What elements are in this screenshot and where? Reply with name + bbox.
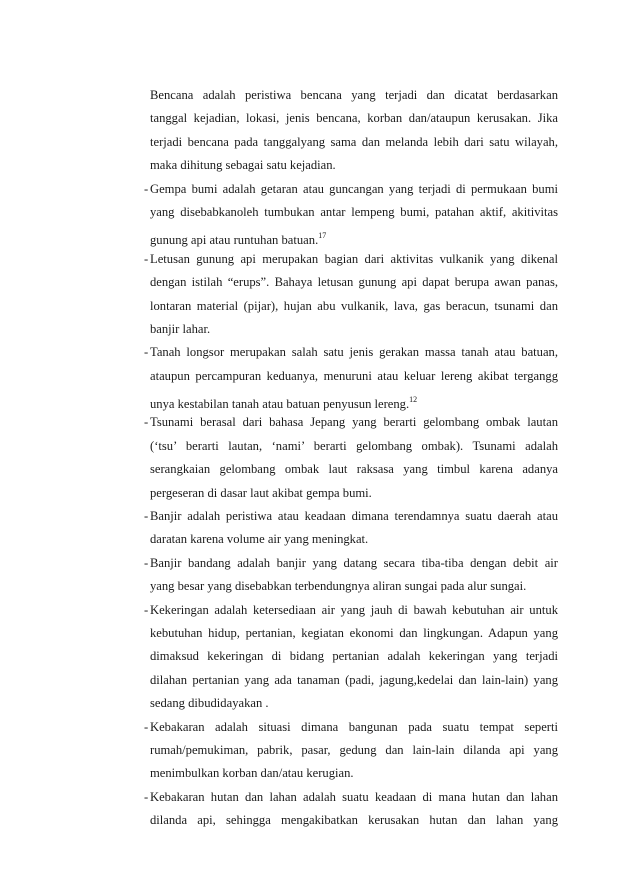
text-line xyxy=(118,458,558,481)
line-text: unya kestabilan tanah atau batuan penyusun lereng. xyxy=(150,397,410,412)
list-bullet: - xyxy=(144,251,149,266)
list-bullet: - xyxy=(144,509,149,524)
line-text: Gempa bumi adalah getaran atau guncangan yang terjadi di permukaan bumi xyxy=(150,181,558,196)
text-line xyxy=(118,739,558,762)
text-line xyxy=(118,505,558,528)
line-text: Banjir bandang adalah banjir yang datang secara tiba-tiba dengan debit air xyxy=(150,555,558,570)
line-text: Tsunami berasal dari bahasa Jepang yang berarti gelombang ombak lautan xyxy=(150,415,558,430)
text-line xyxy=(118,482,558,505)
text-line xyxy=(118,131,558,154)
text-line xyxy=(118,809,558,832)
line-text: terjadi bencana pada tanggalyang sama dan melanda lebih dari satu wilayah, xyxy=(150,134,558,149)
list-bullet: - xyxy=(144,555,149,570)
text-line xyxy=(118,107,558,130)
list-bullet: - xyxy=(144,789,149,804)
text-line xyxy=(118,341,558,364)
text-line xyxy=(118,528,558,551)
list-bullet: - xyxy=(144,345,149,360)
line-text: dengan istilah “erups”. Bahaya letusan gunung api dapat berupa awan panas, xyxy=(150,275,558,290)
line-text: dilahan pertanian yang ada tanaman (padi, jagung,kedelai dan lain-lain) yang xyxy=(150,672,558,687)
line-text: lontaran material (pijar), hujan abu vulkanik, lava, gas beracun, tsunami dan xyxy=(150,298,558,313)
line-text: Kebakaran hutan dan lahan adalah suatu keadaan di mana hutan dan lahan xyxy=(150,789,558,804)
text-line xyxy=(118,178,558,201)
text-line xyxy=(118,599,558,622)
text-line xyxy=(118,622,558,645)
text-line xyxy=(118,669,558,692)
line-text: kebutuhan hidup, pertanian, kegiatan ekonomi dan lingkungan. Adapun yang xyxy=(150,625,558,640)
body-text xyxy=(118,84,558,833)
text-line xyxy=(118,318,558,341)
line-text: menimbulkan korban dan/atau kerugian. xyxy=(150,766,354,781)
text-line xyxy=(118,388,558,411)
line-text: yang disebabkanoleh tumbukan antar lempeng bumi, patahan aktif, akitivitas xyxy=(150,204,558,219)
text-line xyxy=(118,224,558,247)
line-text: Banjir adalah peristiwa atau keadaan dimana terendamnya suatu daerah atau xyxy=(150,509,558,524)
text-line xyxy=(118,154,558,177)
line-text: pergeseran di dasar laut akibat gempa bumi. xyxy=(150,485,372,500)
list-bullet: - xyxy=(144,602,149,617)
line-text: maka dihitung sebagai satu kejadian. xyxy=(150,158,336,173)
text-line xyxy=(118,645,558,668)
text-line xyxy=(118,411,558,434)
line-text: dimaksud kekeringan di bidang pertanian adalah kekeringan yang terjadi xyxy=(150,649,558,664)
text-line xyxy=(118,575,558,598)
text-line xyxy=(118,201,558,224)
text-line xyxy=(118,786,558,809)
line-text: rumah/pemukiman, pabrik, pasar, gedung dan lain-lain dilanda api yang xyxy=(150,742,558,757)
list-bullet: - xyxy=(144,415,149,430)
line-text: (‘tsu’ berarti lautan, ‘nami’ berarti gelombang ombak). Tsunami adalah xyxy=(150,438,558,453)
footnote-marker: 12 xyxy=(409,395,418,405)
text-line xyxy=(118,716,558,739)
line-text: Kekeringan adalah ketersediaan air yang jauh di bawah kebutuhan air untuk xyxy=(150,602,558,617)
footnote-marker: 17 xyxy=(318,231,327,241)
text-line xyxy=(118,435,558,458)
line-text: sedang dibudidayakan . xyxy=(150,696,269,711)
line-text: Bencana adalah peristiwa bencana yang terjadi dan dicatat berdasarkan xyxy=(150,88,558,102)
line-text: Letusan gunung api merupakan bagian dari aktivitas vulkanik yang dikenal xyxy=(150,251,558,266)
text-line xyxy=(118,552,558,575)
line-text: tanggal kejadian, lokasi, jenis bencana, korban dan/ataupun kerusakan. Jika xyxy=(150,111,558,126)
line-text: ataupun percampuran keduanya, menuruni atau keluar lereng akibat tergangg xyxy=(150,368,558,383)
line-text: gunung api atau runtuhan batuan. xyxy=(150,233,319,248)
list-bullet: - xyxy=(144,719,149,734)
line-text: dilanda api, sehingga mengakibatkan kerusakan hutan dan lahan yang xyxy=(150,813,558,828)
line-text: Tanah longsor merupakan salah satu jenis gerakan massa tanah atau batuan, xyxy=(150,345,558,360)
line-text: serangkaian gelombang ombak laut raksasa yang timbul karena adanya xyxy=(150,462,558,477)
list-bullet: - xyxy=(144,181,149,196)
text-line xyxy=(118,365,558,388)
text-line xyxy=(118,248,558,271)
text-line xyxy=(118,692,558,715)
line-text: yang besar yang disebabkan terbendungnya aliran sungai pada alur sungai. xyxy=(150,579,527,594)
text-line xyxy=(118,295,558,318)
text-line xyxy=(118,271,558,294)
text-line xyxy=(118,762,558,785)
line-text: Kebakaran adalah situasi dimana bangunan pada suatu tempat seperti xyxy=(150,719,558,734)
line-text: daratan karena volume air yang meningkat. xyxy=(150,532,369,547)
line-text: banjir lahar. xyxy=(150,321,211,336)
text-line xyxy=(118,84,558,107)
